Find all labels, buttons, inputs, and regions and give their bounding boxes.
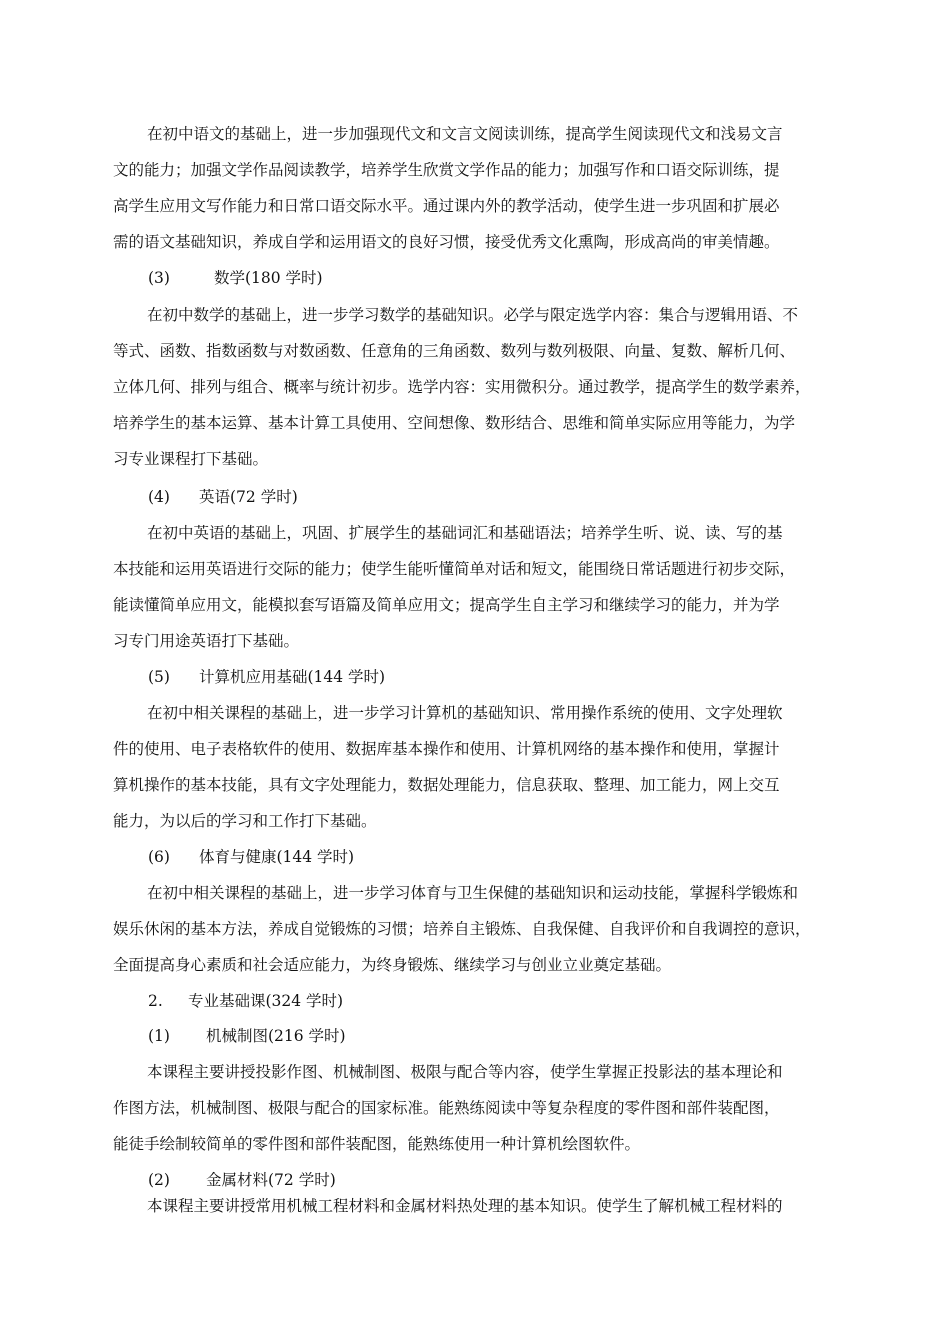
paragraph-line: 在初中相关课程的基础上，进一步学习计算机的基础知识、常用操作系统的使用、文字处理软 xyxy=(147,704,783,722)
paragraph-line: 在初中英语的基础上，巩固、扩展学生的基础词汇和基础语法；培养学生听、说、读、写的基 xyxy=(147,524,783,542)
paragraph-line: 能力，为以后的学习和工作打下基础。 xyxy=(113,812,377,830)
paragraph-line: 算机操作的基本技能，具有文字处理能力，数据处理能力，信息获取、整理、加工能力，网上交互 xyxy=(113,776,780,794)
pe-paragraph xyxy=(113,875,841,983)
english-paragraph xyxy=(113,515,841,659)
metal-paragraph xyxy=(113,1188,841,1224)
computer-paragraph xyxy=(113,695,841,839)
paragraph-line: 立体几何、排列与组合、概率与统计初步。选学内容：实用微积分。通过教学，提高学生的数学素养， xyxy=(113,378,811,396)
paragraph-line: 习专业课程打下基础。 xyxy=(113,450,269,468)
math-heading xyxy=(0,260,950,296)
english-heading xyxy=(0,479,950,515)
section-heading xyxy=(0,983,950,1019)
paragraph-line: 在初中数学的基础上，进一步学习数学的基础知识。必学与限定选学内容：集合与逻辑用语、不 xyxy=(147,306,799,324)
heading-title: 计算机应用基础(144 学时) xyxy=(199,668,386,686)
paragraph-line: 能徒手绘制较简单的零件图和部件装配图，能熟练使用一种计算机绘图软件。 xyxy=(113,1135,641,1153)
heading-title: 机械制图(216 学时) xyxy=(206,1027,346,1045)
paragraph-line: 在初中语文的基础上，进一步加强现代文和文言文阅读训练，提高学生阅读现代文和浅易文言 xyxy=(147,125,783,143)
heading-number: 2. xyxy=(148,992,163,1010)
heading-number: (4) xyxy=(148,488,170,506)
paragraph-line: 件的使用、电子表格软件的使用、数据库基本操作和使用、计算机网络的基本操作和使用，掌握计 xyxy=(113,740,780,758)
paragraph-line: 娱乐休闲的基本方法，养成自觉锻炼的习惯；培养自主锻炼、自我保健、自我评价和自我调控的意识， xyxy=(113,920,811,938)
paragraph-line: 全面提高身心素质和社会适应能力，为终身锻炼、继续学习与创业立业奠定基础。 xyxy=(113,956,672,974)
paragraph-line: 培养学生的基本运算、基本计算工具使用、空间想像、数形结合、思维和简单实际应用等能力，为学 xyxy=(113,414,796,432)
heading-number: (6) xyxy=(148,848,170,866)
heading-number: (5) xyxy=(148,668,170,686)
heading-title: 数学(180 学时) xyxy=(214,269,323,287)
heading-title: 体育与健康(144 学时) xyxy=(199,848,355,866)
heading-title: 专业基础课(324 学时) xyxy=(188,992,344,1010)
paragraph-line: 在初中相关课程的基础上，进一步学习体育与卫生保健的基础知识和运动技能，掌握科学锻炼和 xyxy=(147,884,799,902)
chinese-paragraph xyxy=(113,116,841,260)
paragraph-line: 需的语文基础知识，养成自学和运用语文的良好习惯，接受优秀文化熏陶，形成高尚的审美情趣。 xyxy=(113,233,780,251)
drawing-paragraph xyxy=(113,1054,841,1162)
paragraph-line: 作图方法，机械制图、极限与配合的国家标准。能熟练阅读中等复杂程度的零件图和部件装配图， xyxy=(113,1099,780,1117)
heading-title: 英语(72 学时) xyxy=(199,488,298,506)
drawing-heading xyxy=(0,1018,950,1054)
math-paragraph xyxy=(113,297,841,477)
heading-number: (1) xyxy=(148,1027,170,1045)
paragraph-line: 本课程主要讲授投影作图、机械制图、极限与配合等内容，使学生掌握正投影法的基本理论和 xyxy=(147,1063,783,1081)
heading-number: (3) xyxy=(148,269,170,287)
paragraph-line: 本技能和运用英语进行交际的能力；使学生能听懂简单对话和短文，能围绕日常话题进行初步交际， xyxy=(113,560,796,578)
heading-title: 金属材料(72 学时) xyxy=(206,1171,336,1189)
paragraph-line: 能读懂简单应用文，能模拟套写语篇及简单应用文；提高学生自主学习和继续学习的能力，并为学 xyxy=(113,596,780,614)
paragraph-line: 习专门用途英语打下基础。 xyxy=(113,632,300,650)
heading-number: (2) xyxy=(148,1171,170,1189)
paragraph-line: 文的能力；加强文学作品阅读教学，培养学生欣赏文学作品的能力；加强写作和口语交际训练，提 xyxy=(113,161,780,179)
pe-heading xyxy=(0,839,950,875)
paragraph-line: 等式、函数、指数函数与对数函数、任意角的三角函数、数列与数列极限、向量、复数、解析几何、 xyxy=(113,342,796,360)
paragraph-line: 高学生应用文写作能力和日常口语交际水平。通过课内外的教学活动，使学生进一步巩固和扩展必 xyxy=(113,197,780,215)
paragraph-line: 本课程主要讲授常用机械工程材料和金属材料热处理的基本知识。使学生了解机械工程材料的 xyxy=(147,1197,783,1215)
computer-heading xyxy=(0,659,950,695)
